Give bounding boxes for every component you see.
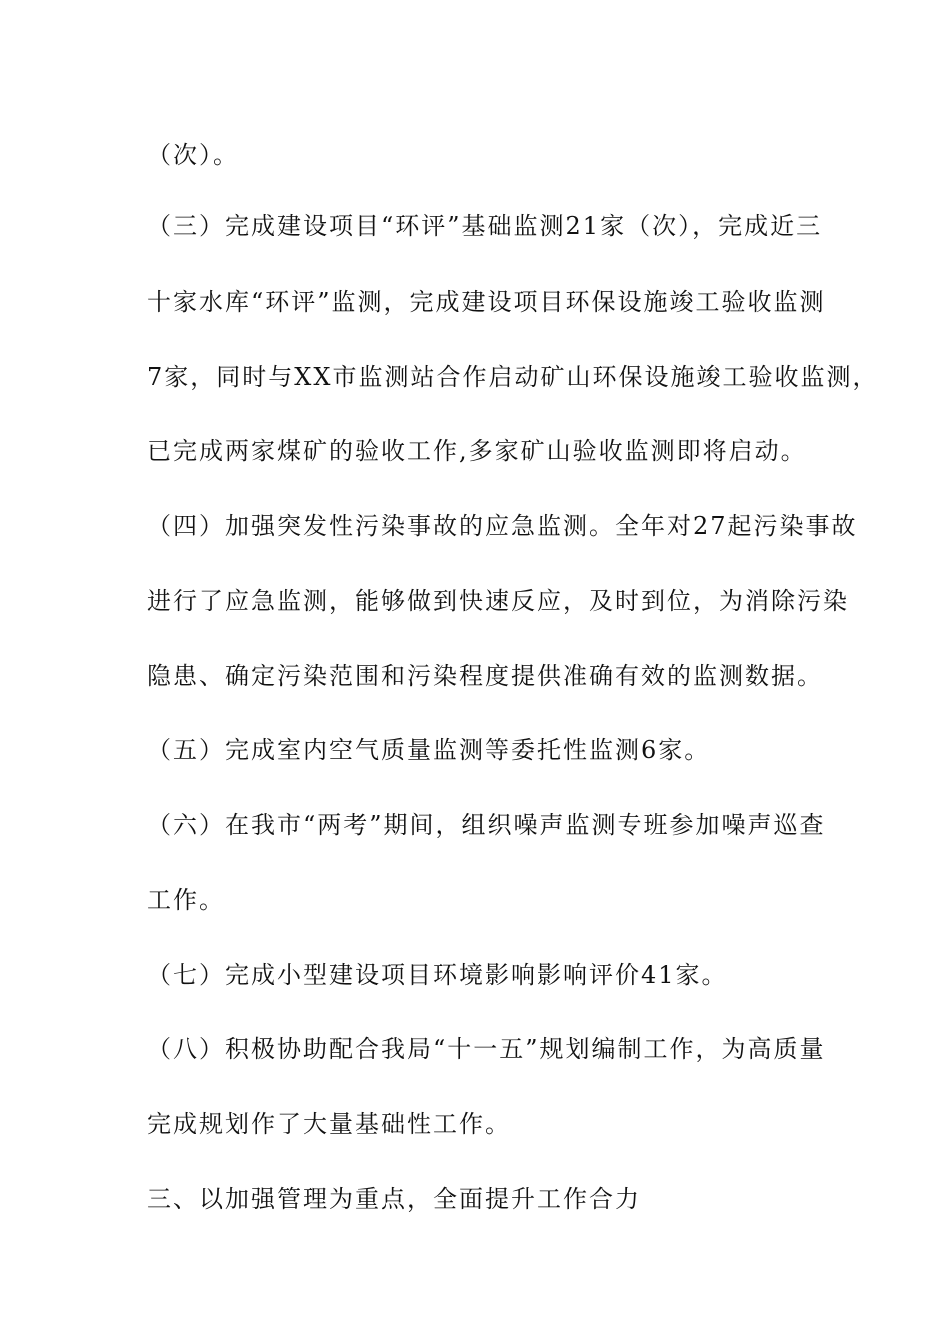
text-line: 工作。 [147, 886, 225, 914]
text-line: （七）完成小型建设项目环境影响影响评价41家。 [147, 961, 728, 989]
text-line: 十家水库“环评”监测，完成建设项目环保设施竣工验收监测 [147, 288, 826, 316]
text-line: （六）在我市“两考”期间，组织噪声监测专班参加噪声巡查 [147, 811, 826, 839]
text-line: 已完成两家煤矿的验收工作,多家矿山验收监测即将启动。 [147, 437, 807, 465]
text-line: 完成规划作了大量基础性工作。 [147, 1110, 511, 1138]
text-line: 进行了应急监测，能够做到快速反应，及时到位，为消除污染 [147, 587, 849, 615]
text-line: 隐患、确定污染范围和污染程度提供准确有效的监测数据。 [147, 662, 823, 690]
text-line: （八）积极协助配合我局“十一五”规划编制工作，为高质量 [147, 1035, 826, 1063]
text-line: 7家，同时与XX市监测站合作启动矿山环保设施竣工验收监测， [147, 363, 879, 391]
text-line: （四）加强突发性污染事故的应急监测。全年对27起污染事故 [147, 512, 858, 540]
text-line: （次）。 [147, 141, 239, 169]
section-heading: 三、以加强管理为重点，全面提升工作合力 [147, 1185, 641, 1213]
text-line: （三）完成建设项目“环评”基础监测21家（次），完成近三 [147, 212, 823, 240]
text-line: （五）完成室内空气质量监测等委托性监测6家。 [147, 736, 711, 764]
